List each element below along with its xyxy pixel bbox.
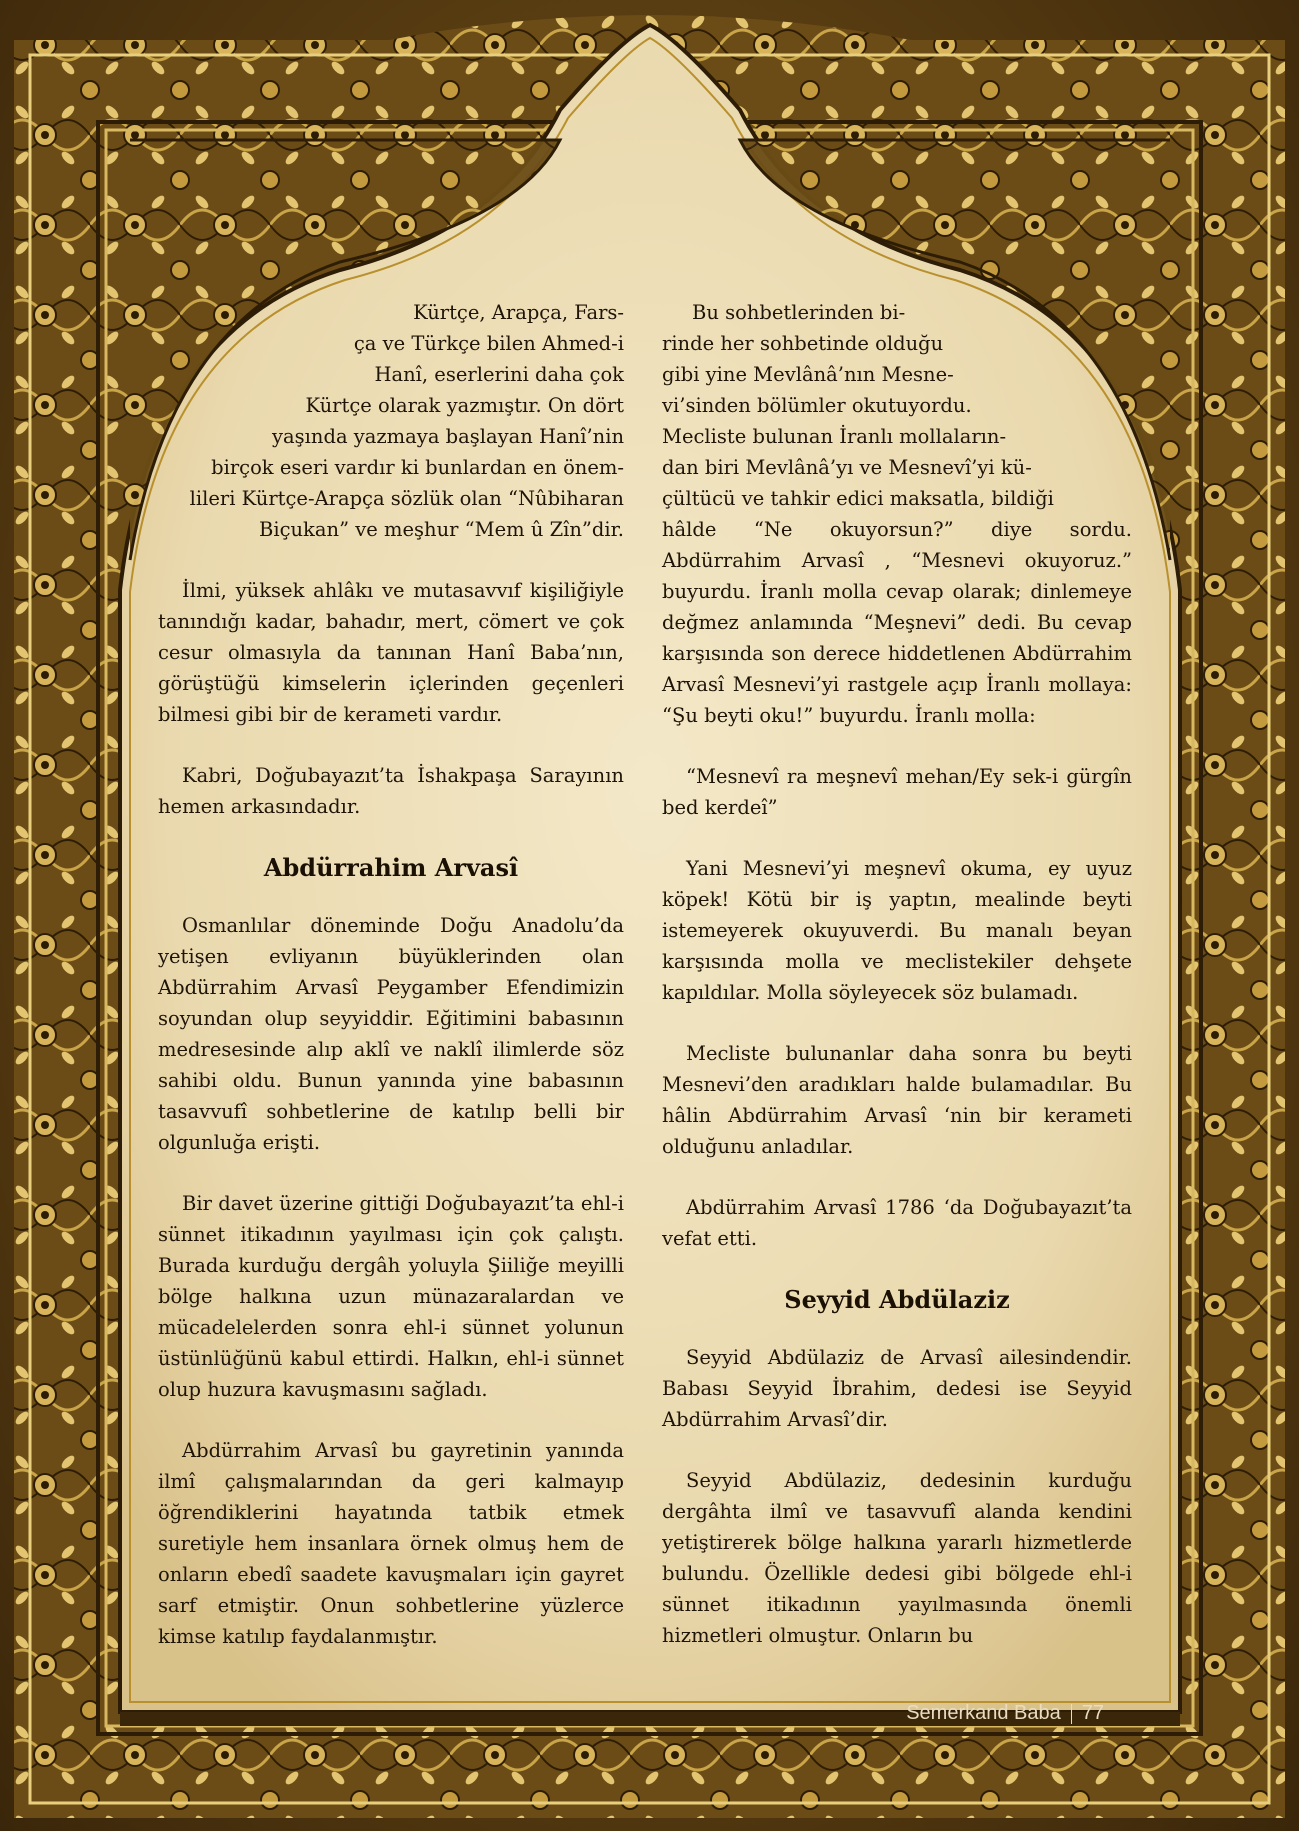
left-intro-line-1: Kürtçe, Arapça, Fars- [413,301,624,324]
left-paragraph-2: Kabri, Doğubayazıt’ta İshakpaşa Sarayının hemen arkasındadır. [158,764,624,818]
right-column [662,297,1132,1681]
left-intro [158,297,624,545]
right-intro-line-1: Bu sohbetlerinden bi- [692,301,906,324]
left-intro-line-3: Hanî, eserlerini daha çok [374,363,624,386]
right-intro-line-3: gibi yine Mevlânâ’nın Mesne- [662,363,954,386]
magazine-name: Semerkand Baba [906,1702,1061,1724]
right-paragraph-4: Mecliste bulunanlar daha sonra bu beyti Mesnevi’den aradıkları halde bulamadılar. Bu hâlin Abdürrahim Arvasî ‘nin bir kerameti olduğunu anladılar. [662,1042,1132,1158]
right-paragraph-6: Seyyid Abdülaziz de Arvasî ailesindendir. Babası Seyyid İbrahim, dedesi ise Seyyid Abdürrahim Arvasî’dir. [662,1346,1132,1431]
page-number: 77 [1081,1702,1104,1724]
left-intro-line-8: Biçukan” ve meşhur “Mem û Zîn”dir. [259,518,624,541]
left-intro-line-7: lileri Kürtçe-Arapça sözlük olan “Nûbiharan [189,487,624,510]
left-paragraph-5: Abdürrahim Arvasî bu gayretinin yanında ilmî çalışmalarından da geri kalmayıp öğrendiklerini hayatında tatbik etmek suretiyle hem insanlara örnek olmuş hem de onların ebedî saadete kavuşmaları için gayret sarf etmiştir. Onun sohbetlerine yüzlerce kimse katılıp faydalanmıştır. [158,1439,624,1648]
left-intro-line-6: birçok eseri vardır ki bunlardan en önem- [211,456,624,479]
right-paragraph-7: Seyyid Abdülaziz, dedesinin kurduğu dergâhta ilmî ve tasavvufî alanda kendini yetiştirerek bölge halkına yararlı hizmetlerde bulundu. Özellikle dedesi gibi bölgede ehl-i sünnet itikadının yayılmasında önemli hizmetleri olmuştur. Onların bu [662,1469,1132,1647]
right-intro-line-6: dan biri Mevlânâ’yı ve Mesnevî’yi kü- [662,456,1032,479]
right-intro-line-2: rinde her sohbetinde olduğu [662,332,944,355]
left-intro-line-2: ça ve Türkçe bilen Ahmed-i [353,332,624,355]
right-paragraph-2: “Mesnevî ra meşnevî mehan/Ey sek-i gürgîn bed kerdeî” [662,765,1132,819]
right-intro-line-4: vi’sinden bölümler okutuyordu. [662,394,972,417]
left-column [158,297,624,1682]
left-intro-line-5: yaşında yazmaya başlayan Hanî’nin [272,425,624,448]
left-paragraph-3: Osmanlılar döneminde Doğu Anadolu’da yetişen evliyanın büyüklerinden olan Abdürrahim Arvasî Peygamber Efendimizin soyundan olup seyyiddir. Eğitimini babasının medresesinde alıp aklî ve naklî ilimlerde söz sahibi oldu. Bunun yanında yine babasının tasavvufî sohbetlerine de katılıp belli bir olgunluğa erişti. [158,914,624,1154]
footer-divider [1071,1704,1072,1724]
left-paragraph-1: İlmi, yüksek ahlâkı ve mutasavvıf kişiliğiyle tanındığı kadar, bahadır, mert, cömert ve çok cesur olmasıyla da tanınan Hanî Baba’nın, görüştüğü kimselerin içlerinden geçenleri bilmesi gibi bir de kerameti vardır. [158,579,624,726]
right-intro [662,297,1132,514]
right-paragraph-3: Yani Mesnevi’yi meşnevî okuma, ey uyuz köpek! Kötü bir iş yaptın, mealinde beyti istemeyerek okuyuverdi. Bu manalı beyan karşısında molla ve meclistekiler dehşete kapıldılar. Molla söyleyecek söz bulamadı. [662,857,1132,1004]
left-intro-line-4: Kürtçe olarak yazmıştır. On dört [305,394,624,417]
left-paragraph-4: Bir davet üzerine gittiği Doğubayazıt’ta ehl-i sünnet itikadının yayılması için çok çalıştı. Burada kurduğu dergâh yoluyla Şiiliğe meyilli bölge halkına uzun münazaralardan ve mücadelelerden sonra ehl-i sünnet yolunun üstünlüğünü kabul ettirdi. Halkın, ehl-i sünnet olup huzura kavuşmasını sağladı. [158,1192,624,1401]
right-intro-line-5: Mecliste bulunan İranlı mollaların- [662,425,1007,448]
right-paragraph-5: Abdürrahim Arvasî 1786 ‘da Doğubayazıt’ta vefat etti. [662,1196,1132,1250]
page-footer [906,1702,1104,1725]
right-paragraph-1: hâlde “Ne okuyorsun?” diye sordu. Abdürrahim Arvasî , “Mesnevi okuyoruz.” buyurdu. İranlı molla cevap olarak; dinlemeye değmez anlamında “Meşnevi” dedi. Bu cevap karşısında son derece hiddetlenen Abdürrahim Arvasî Mesnevi’yi rastgele açıp İranlı mollaya: “Şu beyti oku!” buyurdu. İranlı molla: [662,518,1132,727]
section-heading-seyyid: Seyyid Abdülaziz [784,1285,1010,1314]
right-intro-line-7: çültücü ve tahkir edici maksatla, bildiği [662,487,1054,510]
section-heading-abdurrahim: Abdürrahim Arvasî [263,853,519,882]
